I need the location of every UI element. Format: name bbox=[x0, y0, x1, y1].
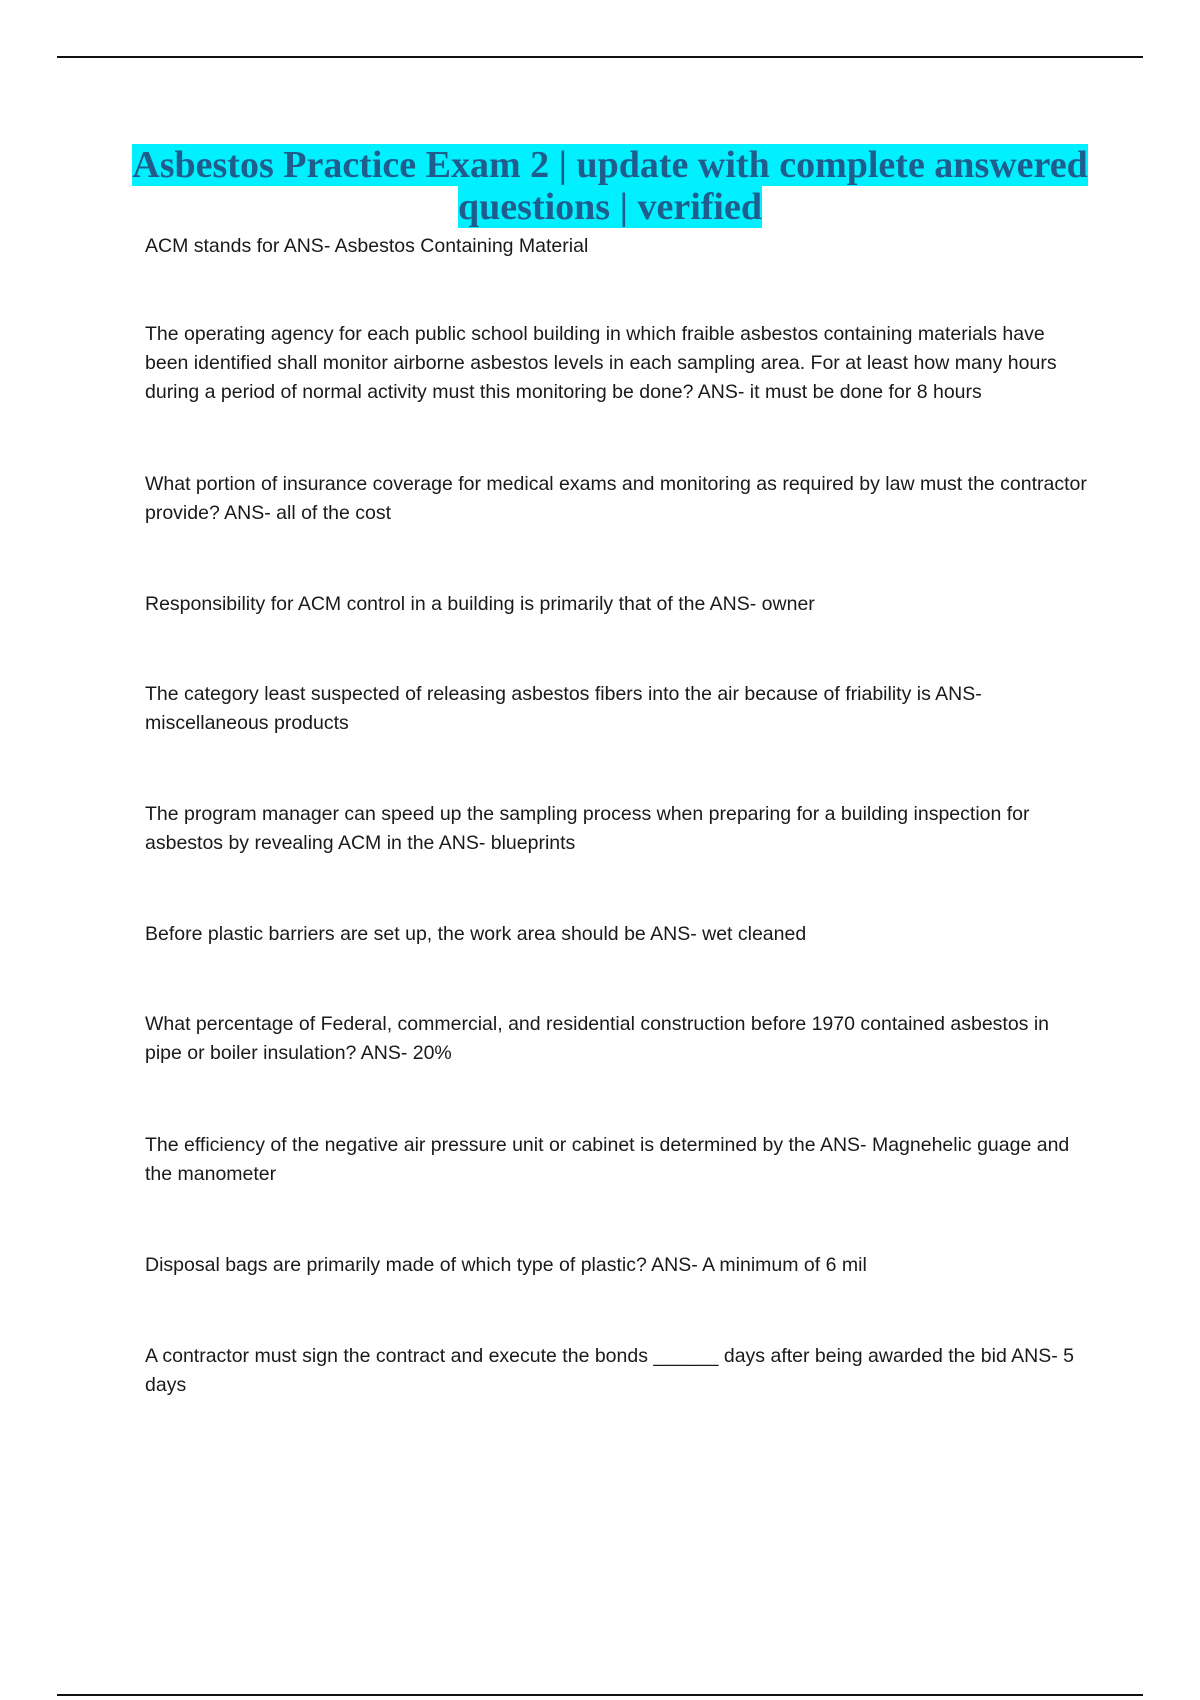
qa-item-8: What percentage of Federal, commercial, and residential construction before 1970 contained asbestos in pipe or boiler insulation? ANS- 20% bbox=[145, 1013, 1050, 1064]
top-rule bbox=[57, 56, 1143, 58]
page-title bbox=[130, 144, 1090, 228]
qa-item-2: The operating agency for each public school building in which fraible asbestos containing materials have been identified shall monitor airborne asbestos levels in each sampling area. For at least how many hours during a period of normal activity must this monitoring be done? ANS- it must be done for 8 hours bbox=[145, 323, 1057, 403]
qa-item-5: The category least suspected of releasing asbestos fibers into the air because of friability is ANS- miscellaneous products bbox=[145, 683, 982, 734]
bottom-rule bbox=[57, 1694, 1143, 1696]
qa-item-3: What portion of insurance coverage for medical exams and monitoring as required by law must the contractor provide? ANS- all of the cost bbox=[145, 473, 1087, 524]
qa-item-6: The program manager can speed up the sampling process when preparing for a building inspection for asbestos by revealing ACM in the ANS- blueprints bbox=[145, 803, 1030, 854]
qa-item-7: Before plastic barriers are set up, the work area should be ANS- wet cleaned bbox=[145, 923, 807, 945]
qa-item-9: The efficiency of the negative air pressure unit or cabinet is determined by the ANS- Magnehelic guage and the manometer bbox=[145, 1134, 1070, 1185]
qa-item-11: A contractor must sign the contract and execute the bonds ______ days after being awarded the bid ANS- 5 days bbox=[145, 1345, 1075, 1396]
qa-item-4: Responsibility for ACM control in a building is primarily that of the ANS- owner bbox=[145, 593, 815, 615]
title-highlight: Asbestos Practice Exam 2 | update with complete answered questions | verified bbox=[132, 144, 1088, 228]
qa-item-1: ACM stands for ANS- Asbestos Containing Material bbox=[145, 235, 589, 257]
qa-item-10: Disposal bags are primarily made of which type of plastic? ANS- A minimum of 6 mil bbox=[145, 1254, 867, 1276]
